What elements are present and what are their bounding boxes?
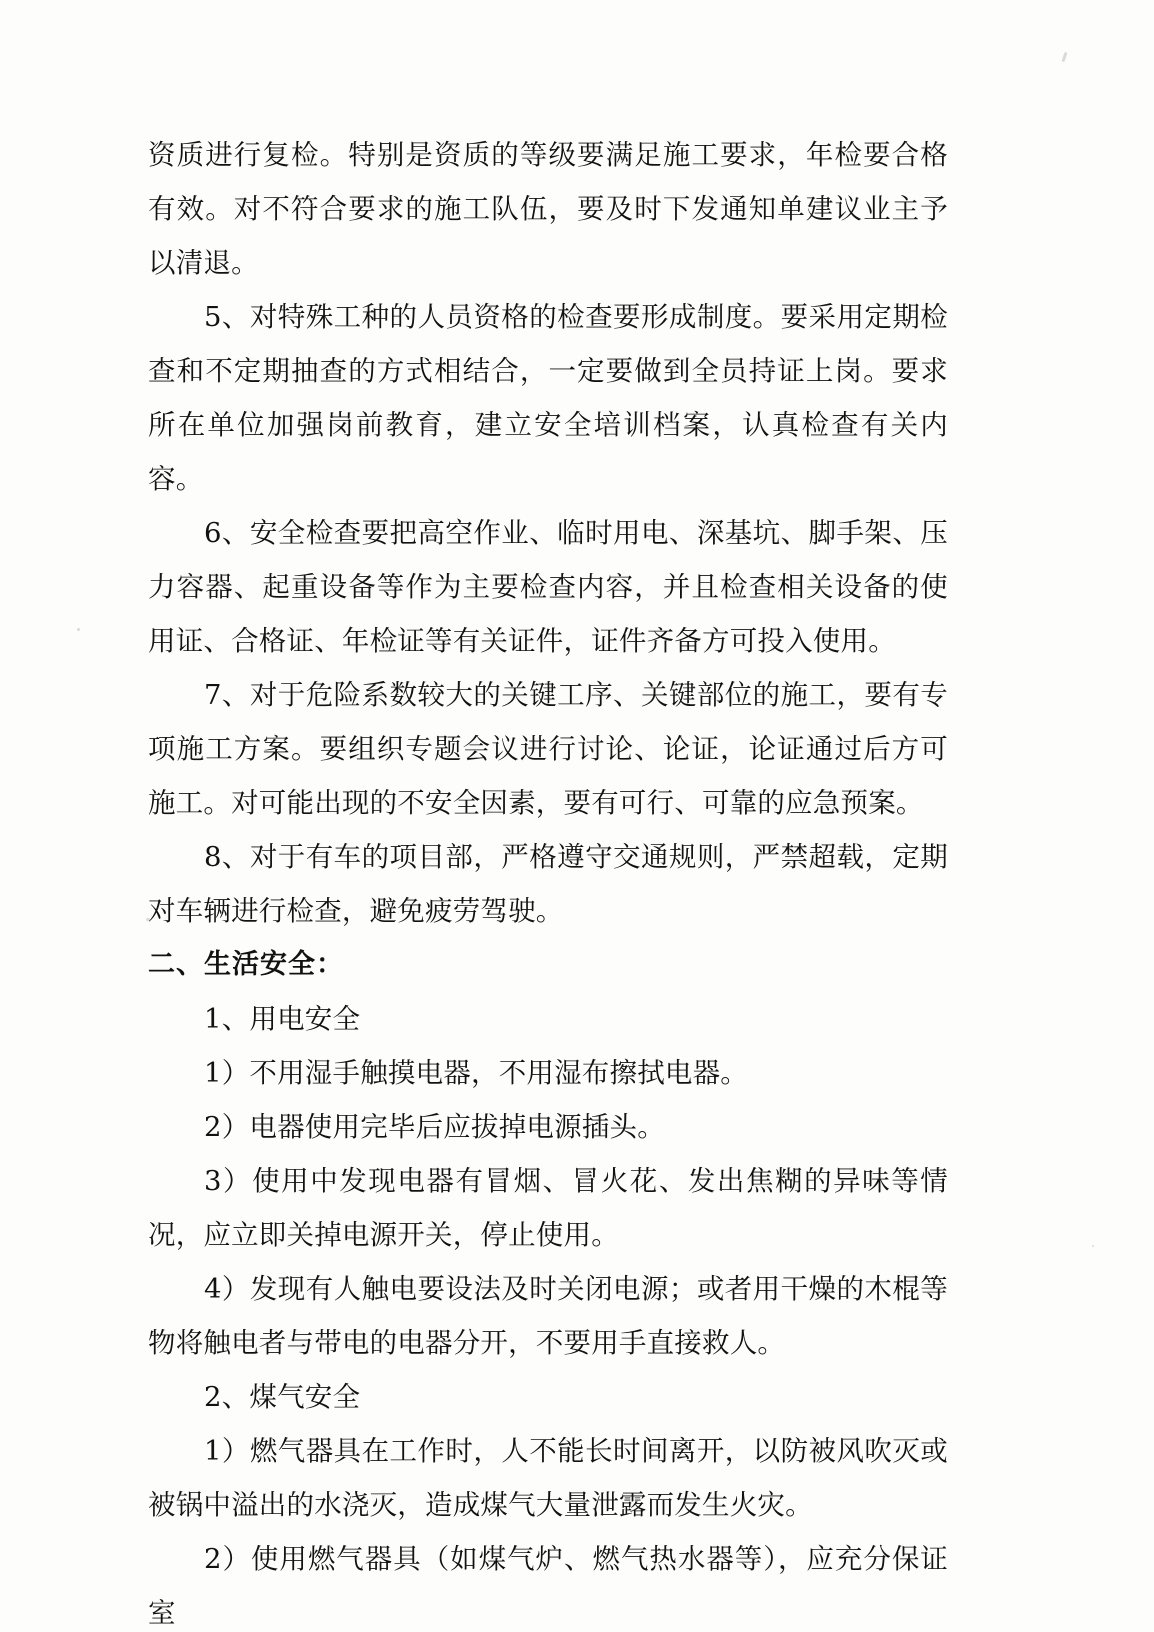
section-heading-two: 二、生活安全：	[148, 949, 344, 980]
paragraph-sub-2-1: 1）燃气器具在工作时，人不能长时间离开，以防被风吹灭或被锅中溢出的水浇灭，造成煤气大量泄露而发生火灾。	[148, 1435, 948, 1521]
paragraph-sub-1: 1、用电安全	[204, 1003, 361, 1035]
paragraph-sub-1-3: 3）使用中发现电器有冒烟、冒火花、发出焦糊的异味等情况，应立即关掉电源开关，停止使用。	[148, 1165, 948, 1251]
document-body	[148, 128, 948, 1632]
paragraph-item-6: 6、安全检查要把高空作业、临时用电、深基坑、脚手架、压力容器、起重设备等作为主要检查内容，并且检查相关设备的使用证、合格证、年检证等有关证件，证件齐备方可投入使用。	[148, 517, 948, 657]
paragraph-continued: 资质进行复检。特别是资质的等级要满足施工要求，年检要合格有效。对不符合要求的施工队伍，要及时下发通知单建议业主予以清退。	[148, 139, 948, 279]
scan-speck-icon	[1092, 1245, 1094, 1247]
paragraph-sub-2-2: 2）使用燃气器具（如煤气炉、燃气热水器等），应充分保证室	[148, 1543, 948, 1629]
paragraph-sub-1-2: 2）电器使用完毕后应拔掉电源插头。	[204, 1111, 665, 1143]
paragraph-sub-1-1: 1）不用湿手触摸电器，不用湿布擦拭电器。	[204, 1057, 748, 1089]
paragraph-sub-2: 2、煤气安全	[204, 1381, 361, 1413]
paragraph-item-8: 8、对于有车的项目部，严格遵守交通规则，严禁超载，定期对车辆进行检查，避免疲劳驾驶。	[148, 841, 948, 927]
paragraph-sub-1-4: 4）发现有人触电要设法及时关闭电源；或者用干燥的木棍等物将触电者与带电的电器分开，不要用手直接救人。	[148, 1273, 948, 1359]
paragraph-item-5: 5、对特殊工种的人员资格的检查要形成制度。要采用定期检查和不定期抽查的方式相结合，一定要做到全员持证上岗。要求所在单位加强岗前教育，建立安全培训档案，认真检查有关内容。	[148, 301, 948, 495]
scan-speck-icon	[77, 628, 80, 631]
paragraph-item-7: 7、对于危险系数较大的关键工序、关键部位的施工，要有专项施工方案。要组织专题会议进行讨论、论证，论证通过后方可施工。对可能出现的不安全因素，要有可行、可靠的应急预案。	[148, 679, 948, 819]
scan-speck-icon	[1062, 52, 1068, 62]
